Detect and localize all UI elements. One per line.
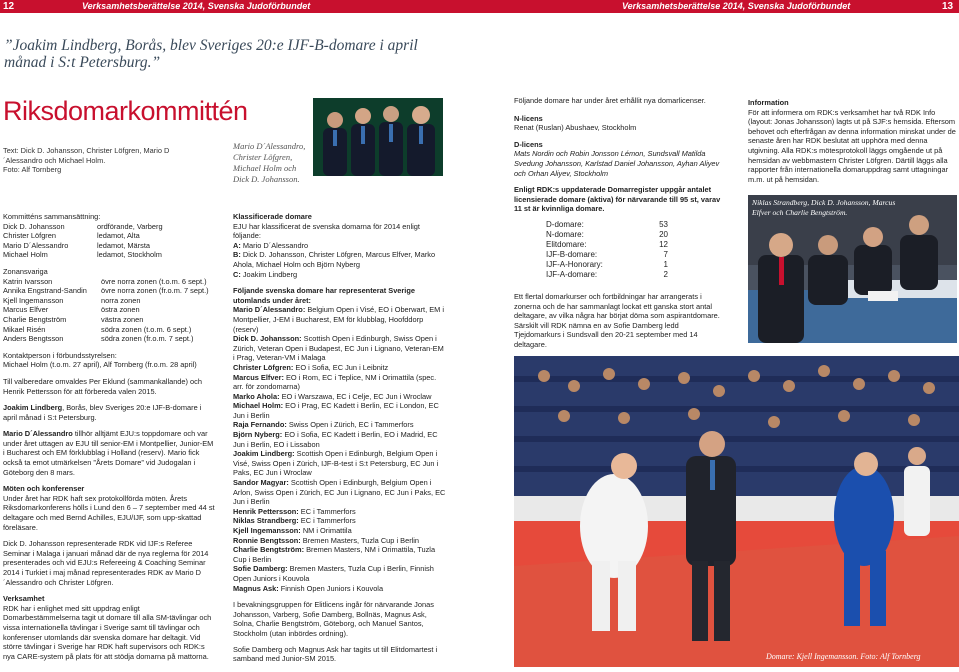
paragraph [3,377,215,396]
referee-name: Magnus Ask: [233,583,279,593]
referee-name: Michael Holm: [233,401,284,411]
referee-events: EC i Tammerfors [298,506,356,516]
international-row [233,545,446,564]
stat-value: 12 [659,239,668,249]
referee-name: Ronnie Bengtsson: [233,535,301,545]
referee-events: Finnish Open Juniors i Kouvola [278,583,384,593]
credits [3,146,183,175]
referee-name: Charlie Bengtström: [233,545,305,555]
international-row [233,373,446,392]
text-credit: Text: Dick D. Johansson, Christer Löfgren, Mario D´Alessandro och Michael Holm. [3,146,170,165]
referee-events: Scottish Open i Edinburgh, Swiss Open i Zürich, Veteran Open i Budapest, EC Jun i Lignano, Veteran-EM i Prag, Veteran-VM i Malaga [233,334,444,363]
international-row [233,584,446,594]
referee-name: Raja Fernando: [233,420,287,430]
classification-row [233,250,446,269]
classification-label: B: [233,250,241,260]
international-row [233,449,446,478]
referee-name: Sofie Damberg: [233,564,288,574]
photo-caption-committee: Mario D´Alessandro, Christer Löfgren, Michael Holm och Dick D. Johansson. [233,141,306,184]
member-name: Mario D´Alessandro [3,240,69,250]
paragraph-text: , Borås, blev Sveriges 20:e IJF-B-domare i april månad i S:t Petersburg. [3,403,202,422]
referee-events: Scottish Open i Edinburgh, Belgium Open i Arlon, Swiss Open i Zürich, EC Jun i Lignano, EC Jun i Paks, EC Jun i Berlin [233,478,446,507]
zone-member-name: Kjell Ingemansson [3,295,64,305]
classification-label: C: [233,269,241,279]
zone-member-name: Mikael Risén [3,324,46,334]
classification-row [233,241,446,251]
international-list [233,305,446,593]
stat-label: IJF-A-Honorary: [546,259,603,269]
international-row [233,536,446,546]
referee-stats [546,220,726,280]
elitdomartest-paragraph: Sofie Damberg och Magnus Ask har tagits ut till Elitdomartest i samband med Junior-SM 2015. [233,644,438,664]
referee-events: Bremen Masters, NM i Orimattila, Tuzla Cup i Berlin [233,545,436,564]
courses-paragraph: Ett flertal domarkurser och fortbildningar har arrangerats i zonerna och de har sammanlagt lockat ett ganska stort antal deltagare, av vilka några har börjat döma som aspirantdomare. Särskilt vill RDK nämna en av Sofie Damberg ledd Tjejdomarkurs i Sundsvall den 20-21 september med 14 deltagare. [514,291,720,349]
paragraph-lead: Möten och konferenser [3,484,85,494]
referee-events: EO i Rom, EC i Teplice, NM i Orimattila (spec. arr. för zondomarna) [233,372,437,392]
licenses-intro: Följande domare har under året erhållit nya domarlicenser. [514,96,706,105]
referee-events: EC i Tammerfors [298,516,356,526]
international-row [233,564,446,583]
classification-row [233,270,446,280]
n-license-text: Renat (Ruslan) Abushaev, Stockholm [514,123,637,133]
referee-name: Dick D. Johansson: [233,334,302,344]
referee-events: EO i Sofia, EC Kadett i Berlin, EO i Madrid, EC Jun i Berlin, EO i Lissabon [233,430,438,449]
page-number-right: 13 [942,1,954,12]
committee-heading: Kommitténs sammansättning: [3,212,101,221]
referee-events: Belgium Open i Visé, EO i Oberwart, EM i Montpellier, J-EM i Bucharest, EM för klubblag, Hoofddorp (reserv) [233,305,444,334]
zone-member-role: östra zonen [101,305,140,315]
zone-member-name: Anders Bengtsson [3,334,64,344]
international-row [233,516,446,526]
classification-names: Mario D´Alessandro [240,240,309,250]
paragraph [3,539,215,587]
d-license-heading: D-licens [514,139,543,149]
international-row [233,392,446,402]
paragraph-lead: Joakim Lindberg [3,403,63,413]
zone-list [3,277,215,344]
classified-heading: Klassificerade domare [233,212,312,221]
paragraph-lead: Mario D´Alessandro [3,429,73,439]
zone-member-role: västra zonen [101,314,144,324]
zone-member-name: Annika Engstrand-Sandin [3,286,87,296]
zone-member-role: övre norra zonen (t.o.m. 6 sept.) [101,276,207,286]
international-row [233,401,446,420]
international-row [233,363,446,373]
page-title: Riksdomarkommittén [3,96,248,126]
classification-label: A: [233,240,241,250]
header-title-right: Verksamhetsberättelse 2014, Svenska Judoförbundet [622,1,851,11]
international-row [233,526,446,536]
contact-text: Michael Holm (t.o.m. 27 april), Alf Tornberg (fr.o.m. 28 april) [3,360,197,370]
international-row [233,420,446,430]
referee-events: Swiss Open i Zürich, EC i Tammerfors [286,420,414,430]
d-license-text: Mats Nordin och Robin Jonsson Lémon, Sundsvall Matilda Svedung Johansson, Karlstad Daniel Johansson, Ayhan Aliyev och Orhan Aliyev, Stockholm [514,149,720,178]
judo-match-photo [514,356,959,667]
referee-name: Mario D´Alessandro: [233,305,306,315]
photo-caption-officials: Niklas Strandberg, Dick D. Johansson, Marcus Elfver och Charlie Bengtström. [752,198,896,217]
referee-events: EO i Warszawa, EC i Celje, EC Jun i Wroclaw [279,391,432,401]
referee-name: Sandor Magyar: [233,478,289,488]
zone-member-name: Marcus Elfver [3,305,49,315]
page-number-left: 12 [3,1,15,12]
paragraph-text: Till valberedare omvaldes Per Eklund (sammankallande) och Henrik Pettersson för att förbereda valen 2015. [3,376,202,396]
contact-heading: Kontaktperson i förbundsstyrelsen: [3,350,117,360]
zone-member-role: södra zonen (t.o.m. 6 sept.) [101,324,192,334]
stat-value: 20 [659,229,668,239]
zone-member-role: övre norra zonen (fr.o.m. 7 sept.) [101,286,209,296]
pull-quote: ”Joakim Lindberg, Borås, blev Sveriges 20:e IJF-B-domare i april månad i S:t Petersburg.” [4,37,418,71]
member-role: ledamot, Alta [97,231,140,241]
paragraph-text: Under året har RDK haft sex protokollförda möten. Årets Riksdomarkonferens hölls i Lund den 6 – 7 september med 44 st deltagare och med Bernd Achilles, EJU/IJF, som upp-skattad föreläsare. [3,493,215,532]
referee-events: Scottish Open i Edinburgh, Belgium Open i Visé, Swiss Open i Zürich, IJF-B-test i S:t Petersburg, EC Jun i Paks, EC Jun i Wroclaw [233,449,439,478]
stat-value: 1 [663,259,668,269]
member-role: ledamot, Stockholm [97,250,162,260]
referee-name: Henrik Pettersson: [233,506,299,516]
referee-events: EO i Sofia, EC Jun i Leibnitz [293,362,389,372]
referee-name: Christer Löfgren: [233,362,294,372]
member-role: ledamot, Märsta [97,240,150,250]
zone-member-name: Charlie Bengtström [3,314,67,324]
referee-name: Joakim Lindberg: [233,449,295,459]
paragraph [3,429,215,477]
photo-credit: Foto: Alf Tornberg [3,165,62,175]
register-heading: Enligt RDK:s uppdaterade Domarregister uppgår antalet licensierade domare (aktiva) för närvarande till 95 st, varav 11 st är kvinnliga domare. [514,185,721,214]
international-row [233,507,446,517]
paragraph [3,403,215,422]
paragraph [3,594,215,661]
zone-member-role: norra zonen [101,295,141,305]
photo-caption-judo: Domare: Kjell Ingemansson. Foto: Alf Tornberg [766,652,921,661]
paragraph-text: Dick D. Johansson representerade RDK vid IJF:s Referee Seminar i Malaga i januari månad där de nya reglerna för 2014 presenterades och vid EJU:s Refereeing & Coaching Seminar 2014 i Turkiet i maj månad representerades RDK av Mario D´Alessandro och Christer Löfgren. [3,539,209,587]
member-name: Dick D. Johansson [3,221,65,231]
referee-events: Bremen Masters, Tuzla Cup i Berlin [300,535,420,545]
referee-name: Marcus Elfver: [233,372,284,382]
stat-label: IJF-A-domare: [546,269,598,279]
zone-member-name: Katrin Ivarsson [3,276,53,286]
classified-list [233,241,446,279]
stat-value: 53 [659,219,668,229]
stat-label: N-domare: [546,229,584,239]
stat-label: D-domare: [546,219,584,229]
member-role: ordförande, Varberg [97,221,163,231]
committee-members [3,222,215,260]
referee-name: Marko Ahola: [233,391,280,401]
information-text: För att informera om RDK:s verksamhet har två RDK Info (layout: Jonas Johansson) lagts ut på SJF:s hemsida. Eftersom behovet och efterfrågan av denna information minskat under de senaste åren har RDK beslutat att upphöra med denna utgivning. Alla RDK:s mötesprotokoll läggs omgående ut på hemsidan av webbmastern Christer Löfgren. Därtill läggs alla rapporter från internationella domaruppdrag samt uttagningar m.m. ut på hemsidan. [748,107,956,184]
referee-name: Björn Nyberg: [233,430,283,440]
column-4 [748,98,957,184]
international-row [233,334,446,363]
stat-value: 2 [663,269,668,279]
zone-member-role: södra zonen (fr.o.m. 7 sept.) [101,334,194,344]
referee-events: NM i Orimattila [300,526,352,535]
paragraph [3,484,215,532]
stat-label: IJF-B-domare: [546,249,598,259]
member-name: Michael Holm [3,250,48,260]
international-row [233,430,446,449]
officials-photo [748,195,957,343]
header-title-left: Verksamhetsberättelse 2014, Svenska Judoförbundet [82,1,311,11]
international-heading: Följande svenska domare har representerat Sverige utomlands under året: [233,286,415,305]
international-row [233,305,446,334]
paragraph-text: tillhör alltjämt EJU:s toppdomare och var under året uttagen av EJU till senior-EM i Montpellier, Junior-EM i Bucharest och EM förklubblag i Holland (reserv). Mario fick också ta emot utmärkelsen ”Årets Domare” vid Judogalan i Göteborg den 8 mars. [3,429,214,477]
stat-value: 7 [663,249,668,259]
elitlicens-paragraph: I bevakningsgruppen för Elitlicens ingår för närvarande Jonas Johansson, Varberg, Sofie Damberg, Bollnäs, Magnus Ask, Solna, Charlie Bengtström, Göteborg, och Manuel Santos, Stockholm (utan inbördes ordning). [233,600,434,638]
information-heading: Information [748,98,789,107]
column-1-paragraphs [3,377,215,661]
n-license-heading: N-licens [514,113,543,123]
classified-intro: EJU har klassificerat de svenska domarna för 2014 enligt följande: [233,221,420,241]
referee-name: Niklas Strandberg: [233,516,299,526]
zone-heading: Zonansvariga [3,266,48,276]
classification-names: Dick D. Johansson, Christer Löfgren, Marcus Elfver, Marko Ahola, Michael Holm och Björn Nyberg [233,250,436,269]
committee-photo [313,98,443,176]
column-2 [233,212,446,664]
referee-name: Kjell Ingemansson: [233,526,301,535]
paragraph-lead: Verksamhet [3,594,45,604]
classification-names: Joakim Lindberg [240,269,298,279]
international-row [233,478,446,507]
column-1 [3,212,215,668]
column-3 [514,96,726,350]
paragraph-text: RDK har i enlighet med sitt uppdrag enligt Domarbestämmelserna tagit ut domare till alla SM-tävlingar och vissa internationella tävlingar i Sverige samt till tävlingar och konferenser utomlands där svenska domare har deltagit. Vid större tävlingar i Sverige har RDK haft supervisors och RDK:s nya CARE-system på plats för att stödja domarna på mattorna. [3,603,212,661]
referee-events: EO i Prag, EC Kadett i Berlin, EC i London, EC Jun i Berlin [233,401,439,420]
referee-events: Bremen Masters, Tuzla Cup i Berlin, Finnish Open Juniors i Kouvola [233,564,434,583]
stat-label: Elitdomare: [546,239,587,249]
member-name: Christer Löfgren [3,231,56,241]
